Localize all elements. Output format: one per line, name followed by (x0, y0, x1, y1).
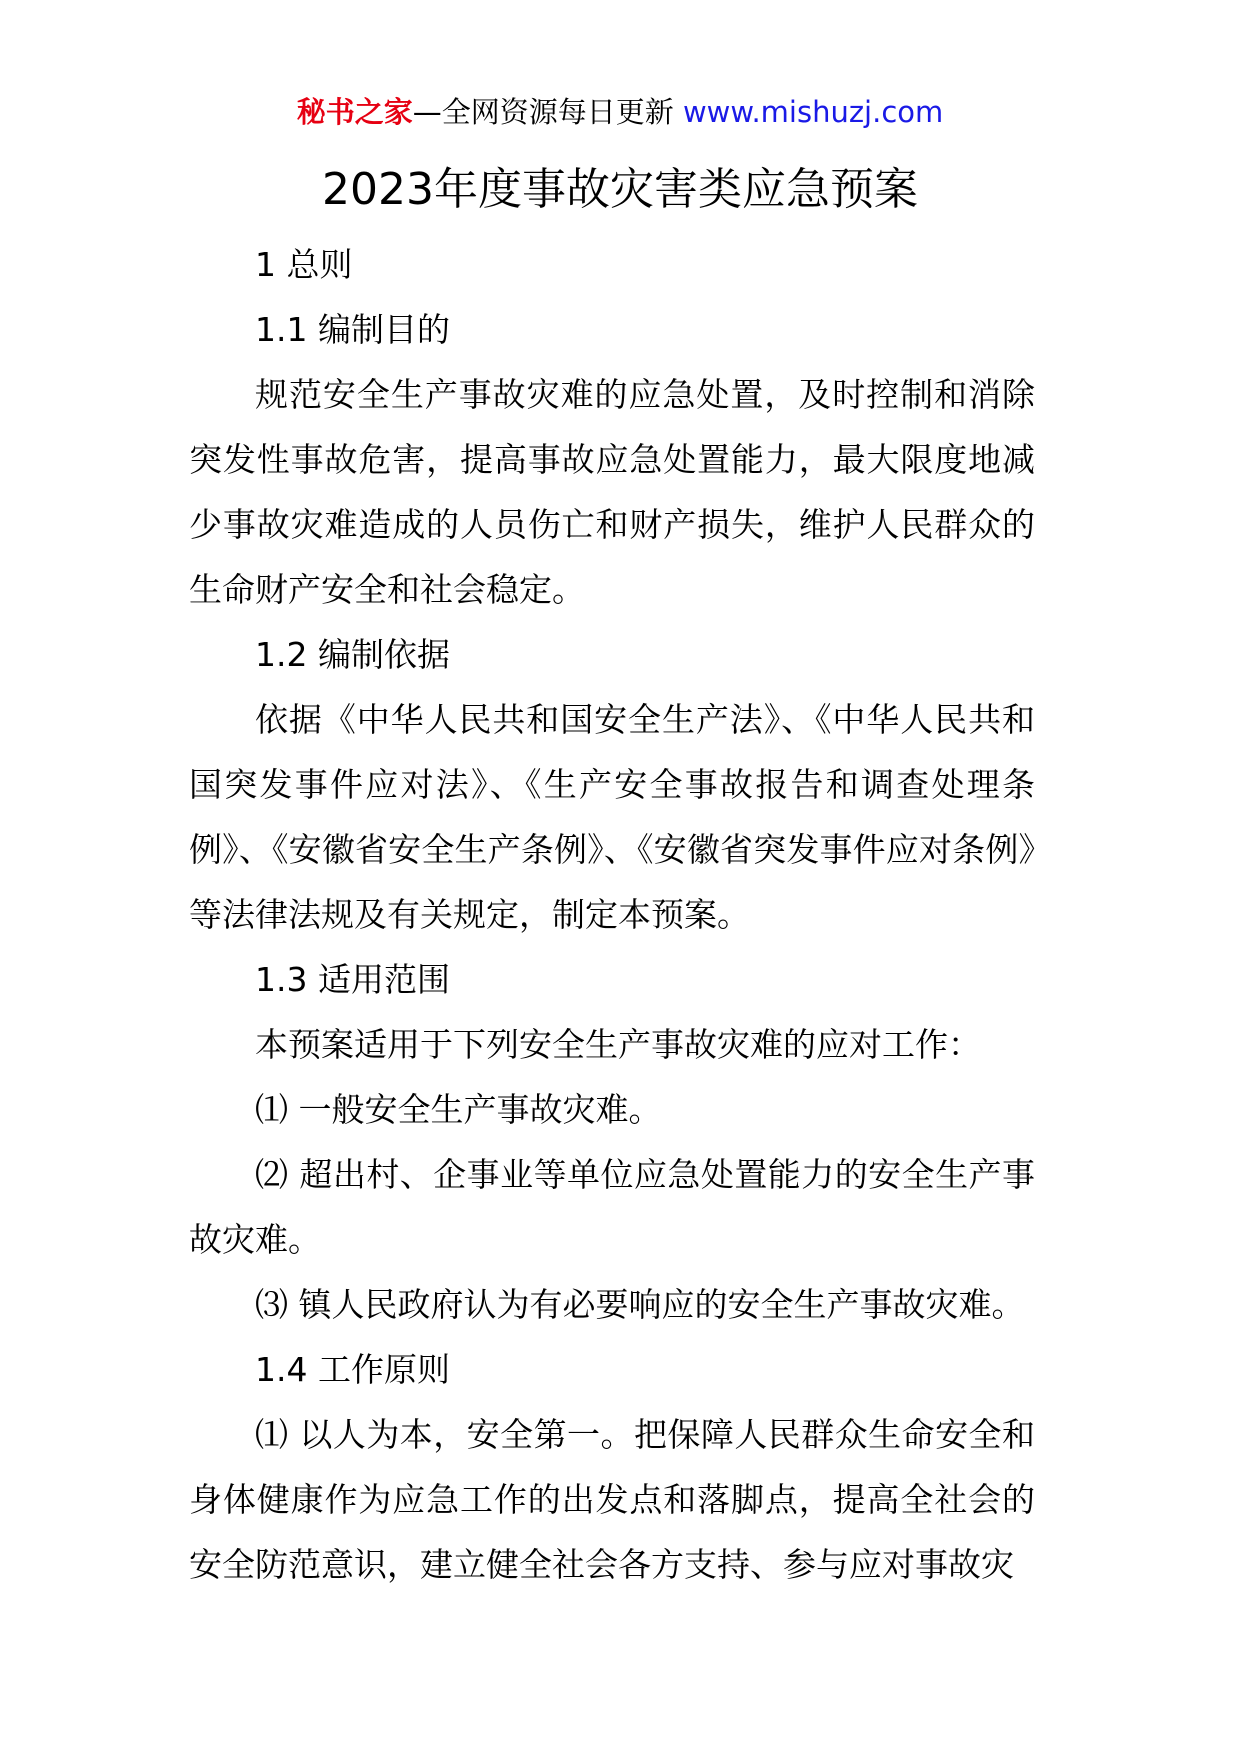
site-header (0, 95, 1240, 129)
section-heading-general: 1 总则 (255, 245, 353, 284)
section-heading-purpose: 1.1 编制目的 (255, 310, 450, 349)
principle-item-1: ⑴ 以人为本，安全第一。把保障人民群众生命安全和身体健康作为应急工作的出发点和落脚点，提高全社会的安全防范意识，建立健全社会各方支持、参与应对事故灾 (189, 1415, 1035, 1584)
section-heading-scope: 1.3 适用范围 (255, 960, 450, 999)
scope-item-2: ⑵ 超出村、企事业等单位应急处置能力的安全生产事故灾难。 (189, 1155, 1035, 1259)
site-url-link[interactable]: www.mishuzj.com (682, 95, 944, 129)
section-heading-principles: 1.4 工作原则 (255, 1350, 450, 1389)
paragraph-scope: 本预案适用于下列安全生产事故灾难的应对工作： (255, 1025, 981, 1064)
paragraph-basis: 依据《中华人民共和国安全生产法》、《中华人民共和国突发事件应对法》、《生产安全事故报告和调查处理条例》、《安徽省安全生产条例》、《安徽省突发事件应对条例》等法律法规及有关规定，制定本预案。 (189, 700, 1035, 934)
scope-item-3: ⑶ 镇人民政府认为有必要响应的安全生产事故灾难。 (255, 1285, 1025, 1324)
brand-name: 秘书之家 (296, 95, 413, 129)
paragraph-purpose: 规范安全生产事故灾难的应急处置，及时控制和消除突发性事故危害，提高事故应急处置能力，最大限度地减少事故灾难造成的人员伤亡和财产损失，维护人民群众的生命财产安全和社会稳定。 (189, 375, 1035, 609)
scope-item-1: ⑴ 一般安全生产事故灾难。 (255, 1090, 662, 1129)
section-heading-basis: 1.2 编制依据 (255, 635, 450, 674)
document-body (189, 232, 1035, 1597)
document-title: 2023年度事故灾害类应急预案 (322, 164, 918, 215)
header-tagline: —全网资源每日更新 (412, 95, 674, 129)
